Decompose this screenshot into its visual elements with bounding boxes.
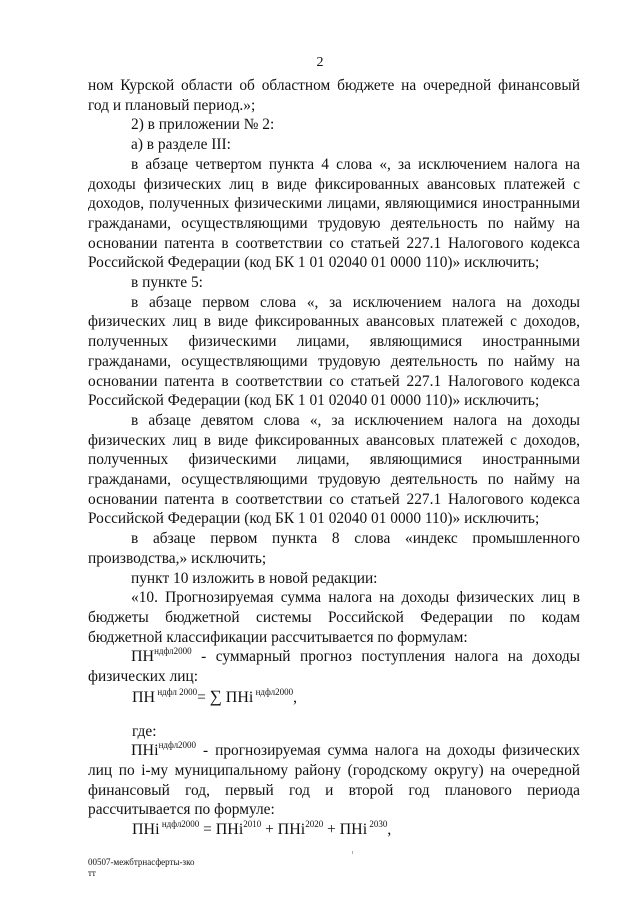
formula-term-1-sup: 2010 xyxy=(243,819,262,830)
formula-rhs-sup: ндфл2000 xyxy=(253,686,294,697)
document-footer xyxy=(88,857,194,879)
plus-sign: + xyxy=(323,821,340,839)
formula-description: - прогнозируемая сумма налога на доходы физических лиц по i-му муниципальному району (городскому округу) на очередной финансовый год, первый год и второй год планового периода рассчитывается по формуле: xyxy=(88,742,580,819)
formula-description: - суммарный прогноз поступления налога на доходы физических лиц: xyxy=(88,648,580,686)
formula-definition-block xyxy=(88,722,580,821)
formula-superscript: ндфл2000 xyxy=(158,740,197,751)
paragraph: ном Курской области об областном бюджете на очередной финансовый год и плановый период.»; xyxy=(88,77,580,114)
sigma-symbol: ∑ xyxy=(209,686,222,706)
paragraph: в абзаце девятом слова «, за исключением налога на доходы физических лиц в виде фиксированных авансовых платежей с доходов, полученных физическими лицами, являющимися иностранными гражданами, осуществляющими трудовую деятельность по найму на основании патента в соответствии со статьей 227.1 Налогового кодекса Российской Федерации (код БК 1 01 02040 01 0000 110)» исключить; xyxy=(88,411,580,528)
formula-term-1: ПНi xyxy=(215,821,244,839)
formula-sum xyxy=(88,687,580,708)
document-body xyxy=(88,76,580,840)
paragraph: в абзаце четвертом пункта 4 слова «, за исключением налога на доходы физических лиц в виде фиксированных авансовых платежей с доходов, полученных физическими лицами, являющимися иностранными гражданами, осуществляющими трудовую деятельность по найму на основании патента в соответствии со статьей 227.1 Налогового кодекса Российской Федерации (код БК 1 01 02040 01 0000 110)» исключить; xyxy=(88,155,580,272)
formula-lhs: ПНi xyxy=(132,821,160,839)
formula-symbol: ПН xyxy=(131,648,155,666)
footer-file-code: 00507-межбтрнасферты-зко xyxy=(88,857,195,867)
formula-equals: = xyxy=(199,821,216,839)
page-number: 2 xyxy=(316,55,324,70)
paragraph: а) в разделе III: xyxy=(131,136,231,154)
formula-term-3: ПНi xyxy=(339,821,368,839)
paragraph: 2) в приложении № 2: xyxy=(131,116,275,134)
formula-lhs: ПН xyxy=(132,688,156,706)
scan-artifact xyxy=(352,851,353,854)
formula-term-3-sup: 2030 xyxy=(367,819,388,830)
formula-total-forecast xyxy=(88,647,580,686)
plus-sign: + xyxy=(261,821,278,839)
formula-rhs: ПНi xyxy=(221,688,254,706)
paragraph: «10. Прогнозируемая сумма налога на доходы физических лиц в бюджеты бюджетной системы Российской Федерации по кодам бюджетной классификации рассчитывается по формулам: xyxy=(88,589,580,646)
paragraph: в абзаце первом пункта 8 слова «индекс промышленного производства,» исключить; xyxy=(88,530,580,567)
paragraph: в пункте 5: xyxy=(131,274,203,292)
footer-initials: тт xyxy=(88,868,96,878)
formula-symbol: ПНi xyxy=(131,742,159,760)
paragraph: в абзаце первом слова «, за исключением налога на доходы физических лиц в виде фиксированных авансовых платежей с доходов, полученных физическими лицами, являющимися иностранными гражданами, осуществляющими трудовую деятельность по найму на основании патента в соответствии со статьей 227.1 Налогового кодекса Российской Федерации (код БК 1 01 02040 01 0000 110)» исключить; xyxy=(88,293,580,410)
formula-definition xyxy=(88,741,580,820)
formula-tail: , xyxy=(387,821,392,839)
formula-term-2-sup: 2020 xyxy=(305,819,324,830)
formula-term-2: ПНi xyxy=(277,821,306,839)
paragraph: пункт 10 изложить в новой редакции: xyxy=(131,569,378,587)
formula-components xyxy=(88,820,580,840)
where-label: где: xyxy=(132,722,157,740)
formula-superscript: ндфл2000 xyxy=(154,646,192,657)
paragraph-list xyxy=(88,76,580,647)
formula-tail: , xyxy=(293,688,297,706)
formula-lhs-sup: ндфл 2000 xyxy=(155,686,198,697)
formula-equals: = xyxy=(197,688,210,706)
formula-lhs-sup: ндфл2000 xyxy=(159,819,200,830)
